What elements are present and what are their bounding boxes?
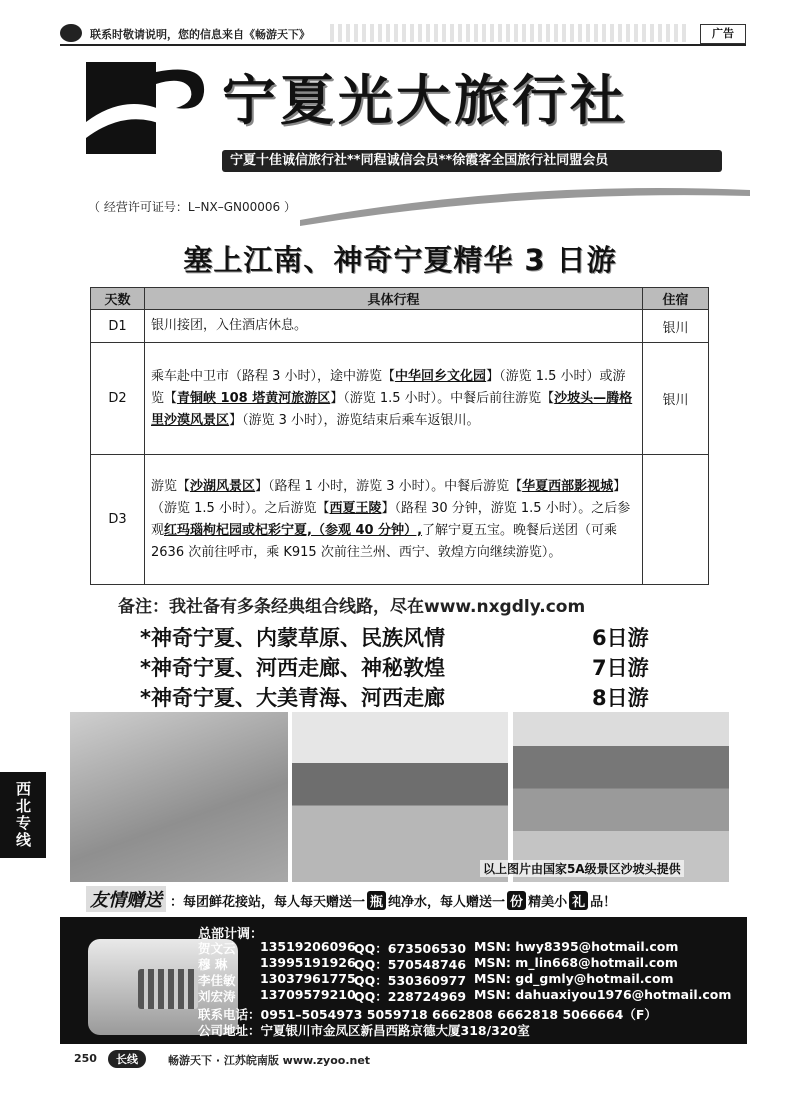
route-item	[140, 682, 649, 712]
contact-msn: MSN: dahuaxiyou1976@hotmail.com	[474, 987, 732, 1002]
gift-line	[86, 886, 616, 912]
photo-yellow-river	[513, 712, 729, 882]
top-bar	[0, 0, 800, 46]
contact-panel	[60, 917, 747, 1044]
contact-phone: 13519206096	[260, 939, 356, 954]
stay-cell	[643, 455, 709, 585]
itinerary-table	[90, 287, 709, 585]
table-row	[91, 310, 709, 343]
ad-tag: 广告	[700, 24, 746, 44]
remarks-line: 备注：我社备有多条经典组合线路，尽在www.nxgdly.com	[118, 597, 586, 617]
table-row	[91, 343, 709, 455]
stay-cell: 银川	[643, 310, 709, 343]
tour-headline: 塞上江南、神奇宁夏精华 3 日游	[183, 243, 617, 277]
gift-text: 精美小	[528, 895, 568, 910]
attraction-name: 红玛瑙枸杞园或杞彩宁夏,（参观 40 分钟）,	[164, 522, 423, 538]
contact-qq: QQ：530360977	[354, 973, 467, 988]
header-plan: 具体行程	[145, 288, 643, 310]
contact-tel: 联系电话：0951–5054973 5059718 6662808 6662818 5066664（F）	[198, 1007, 657, 1022]
membership-banner: 宁夏十佳诚信旅行社**同程诚信会员**徐霞客全国旅行社同盟会员	[222, 150, 722, 172]
contact-msn: MSN: hwy8395@hotmail.com	[474, 939, 679, 954]
route-item	[140, 622, 649, 652]
gift-badge: 份	[507, 891, 526, 910]
contact-phone: 13995191926	[260, 955, 356, 970]
plan-text: 】（游览 3 小时），游览结束后乘车返银川。	[229, 412, 480, 428]
page-number: 250	[74, 1052, 97, 1065]
plan-text: 游览【	[151, 478, 191, 494]
gift-tag: 友情赠送	[86, 886, 166, 912]
contact-name: 贺文云	[198, 941, 236, 956]
gift-badge: 礼	[569, 891, 588, 910]
plan-text: 】（路程 1 小时，游览 3 小时）。中餐后游览【	[255, 478, 523, 494]
day-cell: D3	[91, 455, 145, 585]
contact-msn: MSN: m_lin668@hotmail.com	[474, 955, 678, 970]
contact-qq: QQ：228724969	[354, 989, 467, 1004]
plan-text: 】（游览 1.5 小时）。之后游览【	[151, 478, 627, 516]
plan-text: 】（游览 1.5 小时）。中餐后前往游览【	[330, 390, 555, 406]
gift-text: 品！	[590, 895, 617, 910]
agency-name: 宁夏光大旅行社	[222, 69, 628, 132]
route-days: 6日游	[592, 626, 649, 650]
contact-phone: 13709579210	[260, 987, 356, 1002]
route-name: *神奇宁夏、大美青海、河西走廊	[140, 686, 445, 710]
attraction-name: 青铜峡 108 塔黄河旅游区	[177, 390, 331, 406]
side-tab: 西北专线	[0, 772, 46, 858]
decorative-pattern	[330, 24, 690, 42]
route-days: 7日游	[592, 656, 649, 680]
day-cell: D2	[91, 343, 145, 455]
attraction-name: 沙湖风景区	[190, 478, 256, 494]
license-number: （ 经营许可证号：L–NX–GN00006 ）	[88, 200, 296, 214]
source-notice: 联系时敬请说明，您的信息来自《畅游天下》	[90, 28, 310, 41]
contact-qq: QQ：570548746	[354, 957, 467, 972]
contact-heading: 总部计调：	[198, 927, 264, 942]
route-days: 8日游	[592, 686, 649, 710]
attraction-name: 中华回乡文化园	[395, 368, 487, 384]
plan-text: 了解宁夏五宝。晚餐后送团（可乘 2636 次前往呼市，乘 K915 次前往兰州、西宁、敦煌方向继续游览）。	[151, 522, 618, 560]
attraction-name: 沙坡头—腾格里沙漠风景区	[151, 390, 633, 428]
route-item	[140, 652, 649, 682]
attraction-name: 华夏西部影视城	[522, 478, 614, 494]
contact-name: 李佳敏	[198, 973, 236, 988]
section-pill: 长线	[108, 1050, 146, 1068]
contact-phone: 13037961775	[260, 971, 356, 986]
photo-desert-vehicle	[292, 712, 508, 882]
attraction-name: 西夏王陵	[329, 500, 382, 516]
plan-cell: 银川接团，入住酒店休息。	[145, 310, 643, 343]
photo-credit: 以上图片由国家5A级景区沙坡头提供	[480, 860, 684, 877]
route-name: *神奇宁夏、河西走廊、神秘敦煌	[140, 656, 445, 680]
gift-badge: 瓶	[367, 891, 386, 910]
photo-sand-sliding	[70, 712, 288, 882]
gift-text: 纯净水，每人赠送一	[388, 895, 506, 910]
agency-logo-icon	[86, 62, 214, 154]
contact-name: 刘宏涛	[198, 989, 236, 1004]
contact-name: 穆 琳	[198, 957, 228, 972]
decorative-swoosh	[300, 170, 750, 230]
contact-qq: QQ：673506530	[354, 941, 467, 956]
contact-msn: MSN: gd_gmly@hotmail.com	[474, 971, 674, 986]
stay-cell: 银川	[643, 343, 709, 455]
header-divider	[60, 44, 746, 46]
plan-cell	[145, 343, 643, 455]
plan-text: 】（游览 1.5 小时）或游览【	[151, 368, 626, 406]
table-header-row	[91, 288, 709, 310]
header-day: 天数	[91, 288, 145, 310]
header-stay: 住宿	[643, 288, 709, 310]
keypad-icon	[138, 969, 198, 1009]
plan-cell	[145, 455, 643, 585]
gift-text: ：每团鲜花接站，每人每天赠送一	[170, 895, 366, 910]
route-name: *神奇宁夏、内蒙草原、民族风情	[140, 626, 445, 650]
magazine-logo-icon	[60, 24, 82, 42]
day-cell: D1	[91, 310, 145, 343]
table-row	[91, 455, 709, 585]
plan-text: 】（路程 30 分钟，游览 1.5 小时）。之后参观	[151, 500, 631, 538]
magazine-credit: 畅游天下 · 江苏皖南版 www.zyoo.net	[168, 1054, 371, 1067]
plan-text: 乘车赴中卫市（路程 3 小时），途中游览【	[151, 368, 396, 384]
contact-address: 公司地址：宁夏银川市金凤区新昌西路京德大厦318/320室	[198, 1023, 530, 1038]
